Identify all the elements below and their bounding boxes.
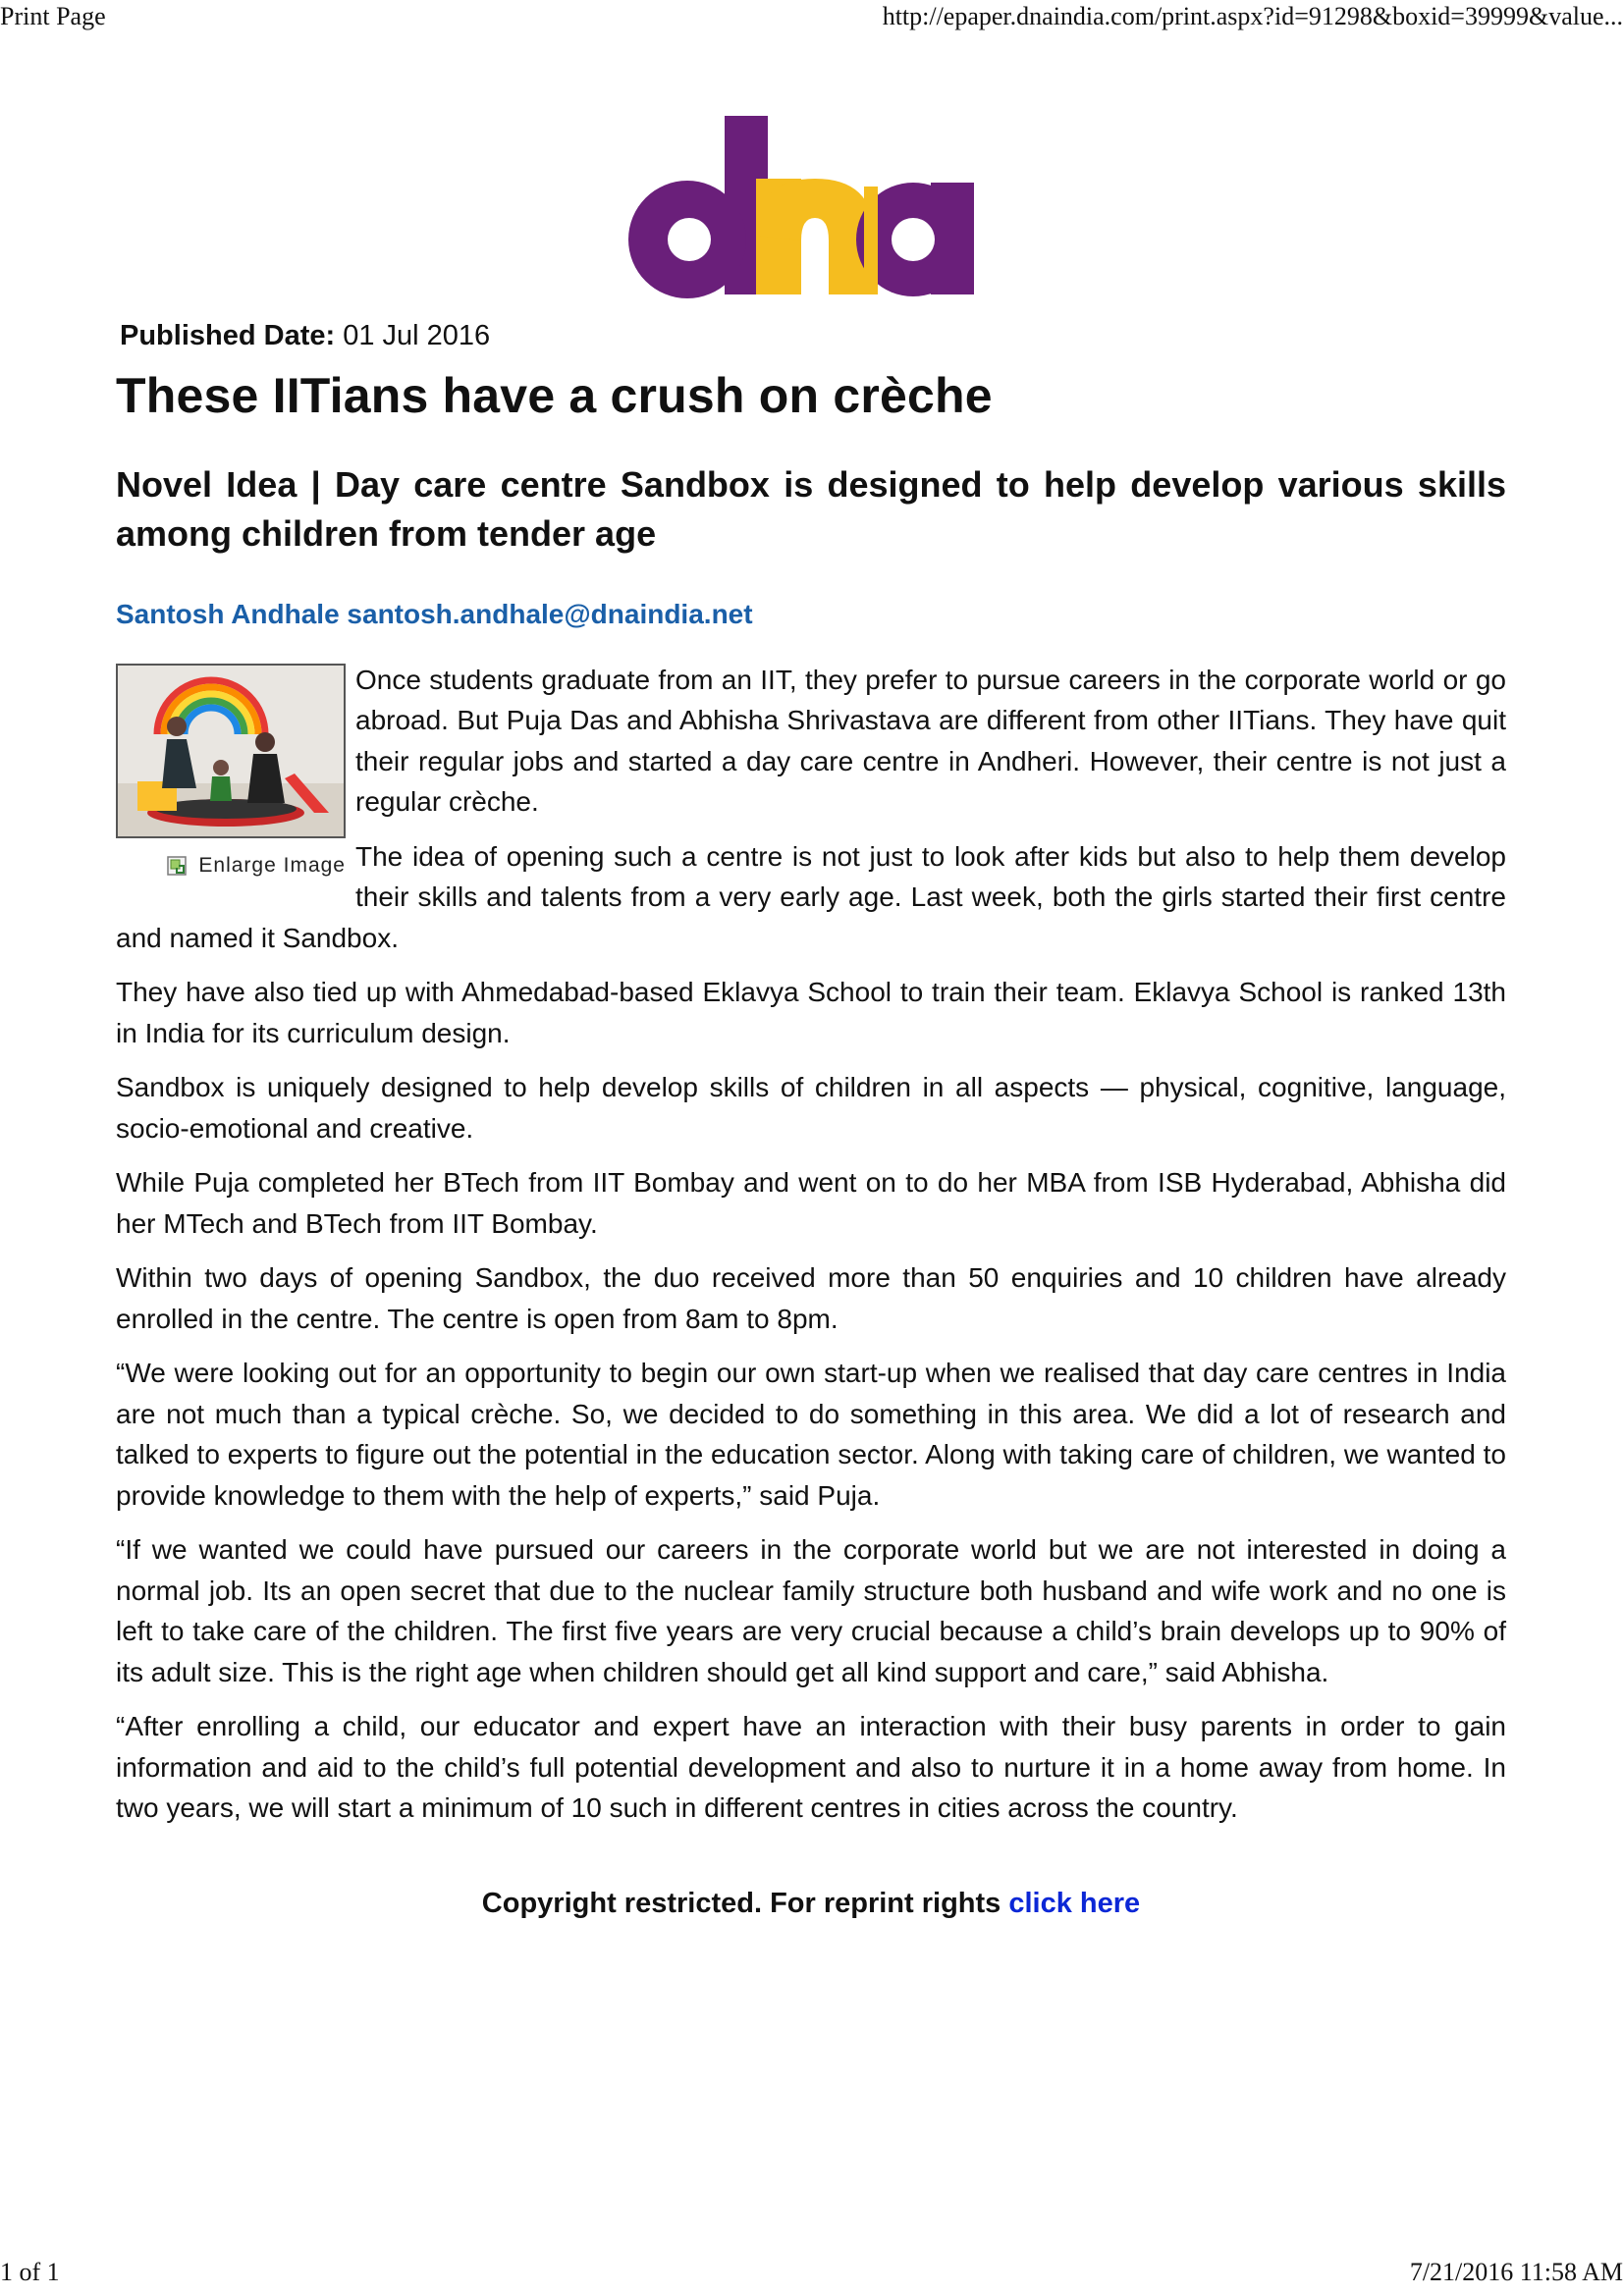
enlarge-image-label: Enlarge Image bbox=[198, 853, 346, 877]
published-date: 01 Jul 2016 bbox=[343, 320, 491, 351]
body-paragraph: They have also tied up with Ahmedabad-based Eklavya School to train their team. Eklavya School is ranked 13th in India for its curriculum design. bbox=[116, 977, 1506, 1048]
copyright-text: Copyright restricted. For reprint rights bbox=[481, 1887, 1009, 1919]
body-paragraph: Once students graduate from an IIT, they prefer to pursue careers in the corporate world or go abroad. But Puja Das and Abhisha Shrivastava are different from other IITians. They have quit their regular jobs and started a day care centre in Andheri. However, their centre is not just a regular crèche. bbox=[355, 664, 1506, 818]
published-label: Published Date: bbox=[120, 320, 336, 351]
article bbox=[116, 320, 1506, 1920]
body-paragraph: Sandbox is uniquely designed to help develop skills of children in all aspects — physical, cognitive, language, socio-emotional and creative. bbox=[116, 1072, 1506, 1144]
print-header-url: http://epaper.dnaindia.com/print.aspx?id=91298&boxid=39999&value... bbox=[882, 2, 1623, 30]
copyright-notice bbox=[116, 1888, 1506, 1920]
article-body bbox=[116, 660, 1506, 1829]
logo-letter-d bbox=[628, 116, 768, 298]
print-page-count: 1 of 1 bbox=[0, 2258, 60, 2286]
byline[interactable]: Santosh Andhale santosh.andhale@dnaindia.net bbox=[116, 598, 753, 629]
body-paragraph: The idea of opening such a centre is not just to look after kids but also to help them develop their skills and talents from a very early age. Last week, both the girls started their first centre and named it Sandbox. bbox=[116, 840, 1506, 953]
article-figure bbox=[116, 664, 346, 878]
dna-logo bbox=[619, 108, 1001, 304]
article-photo[interactable] bbox=[116, 664, 346, 838]
subheadline: Novel Idea | Day care centre Sandbox is designed to help develop various skills among children from tender age bbox=[116, 464, 1506, 555]
print-timestamp: 7/21/2016 11:58 AM bbox=[1409, 2258, 1623, 2286]
enlarge-image-link[interactable] bbox=[116, 854, 346, 878]
body-paragraph: “After enrolling a child, our educator and expert have an interaction with their busy parents in order to gain information and aid to the child’s full potential development and also to nurture it in a home away from home. In two years, we will start a minimum of 10 such in different centres in cities across the country. bbox=[116, 1711, 1506, 1824]
published-date-line bbox=[120, 320, 1506, 352]
body-paragraph: “If we wanted we could have pursued our careers in the corporate world but we are not interested in doing a normal job. Its an open secret that due to the nuclear family structure both husband and wife work and no one is left to take care of the children. The first five years are very crucial because a child’s brain develops up to 90% of its adult size. This is the right age when children should get all kind support and care,” said Abhisha. bbox=[116, 1534, 1506, 1687]
enlarge-icon bbox=[167, 856, 187, 876]
body-paragraph: Within two days of opening Sandbox, the duo received more than 50 enquiries and 10 children have already enrolled in the centre. The centre is open from 8am to 8pm. bbox=[116, 1262, 1506, 1334]
logo-letter-n bbox=[756, 179, 874, 294]
body-paragraph: “We were looking out for an opportunity to begin our own start-up when we realised that day care centres in India are not much than a typical crèche. So, we decided to do something in this area. We did a lot of research and talked to experts to figure out the potential in the education sector. Along with taking care of children, we wanted to provide knowledge to them with the help of experts,” said Puja. bbox=[116, 1358, 1506, 1511]
body-paragraph: While Puja completed her BTech from IIT Bombay and went on to do her MBA from ISB Hyderabad, Abhisha did her MTech and BTech from IIT Bombay. bbox=[116, 1167, 1506, 1239]
logo-letter-a bbox=[856, 183, 974, 296]
headline: These IITians have a crush on crèche bbox=[116, 368, 993, 423]
reprint-rights-link[interactable]: click here bbox=[1008, 1887, 1141, 1919]
print-header-title: Print Page bbox=[0, 2, 106, 30]
